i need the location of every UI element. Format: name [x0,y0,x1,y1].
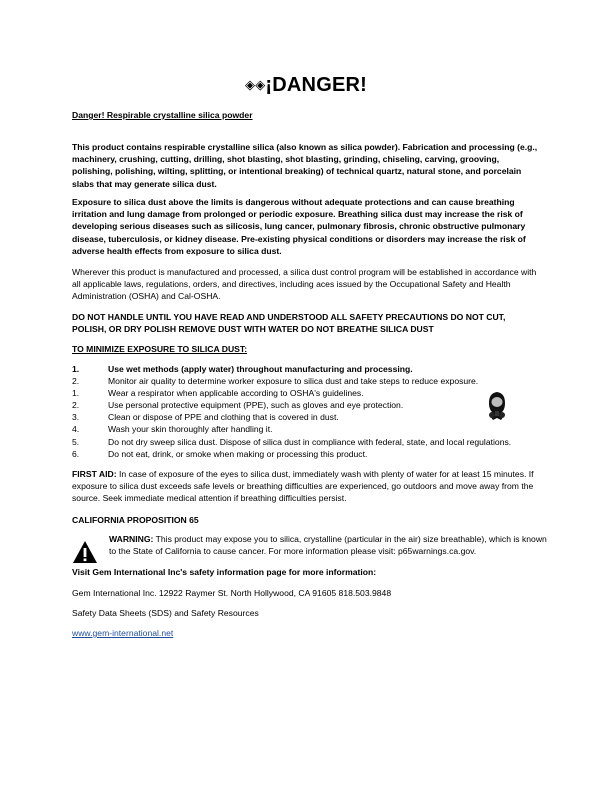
minimize-list [72,363,542,460]
list-item: 6. Do not eat, drink, or smoke when making or processing this product. [72,448,368,459]
list-item: 4. Wash your skin thoroughly after handling it. [72,424,273,435]
warning-triangle-icon [72,540,98,564]
do-not-handle-warning: DO NOT HANDLE UNTIL YOU HAVE READ AND UNDERSTOOD ALL SAFETY PRECAUTIONS DO NOT CUT, POLISH, OR DRY POLISH REMOVE DUST WITH WATER DO NOT BREATHE SILICA DUST [72,312,506,335]
program-paragraph: Wherever this product is manufactured and processed, a silica dust control program will be established in accordance with all applicable laws, regulations, orders, and directives, including aces issued by the Occupational Safety and Health Administration (OSHA) and Cal-OSHA. [72,267,537,302]
sds-resources-text: Safety Data Sheets (SDS) and Safety Resources [72,608,259,618]
list-item: 2. Use personal protective equipment (PPE), such as gloves and eye protection. [72,400,404,411]
first-aid-label: FIRST AID: [72,469,117,479]
list-item: 3. Clean or dispose of PPE and clothing that is covered in dust. [72,412,339,423]
first-aid-paragraph: FIRST AID: In case of exposure of the eyes to silica dust, immediately wash with plenty of water for at least 15 minutes. If exposure to silica dust exceeds safe levels or breathing difficulties are experienced, go outdoors and move away from the source. Seek immediate medical attention if breathing difficulties persist. [72,469,534,504]
prop65-warning-text: WARNING: This product may expose you to silica, crystalline (particular in the air) size breathable), which is known to the State of California to cause cancer. For more information please visit: p65warnings.ca.gov. [109,534,547,557]
website-link[interactable]: www.gem-international.net [72,628,174,638]
list-item: 5. Do not dry sweep silica dust. Dispose of silica dust in compliance with federal, state, and local regulations. [72,436,512,447]
company-address: Gem International Inc. 12922 Raymer St. North Hollywood, CA 91605 818.503.9848 [72,588,392,598]
list-item: 1. Wear a respirator when applicable according to OSHA's guidelines. [72,388,364,399]
visit-heading: Visit Gem International Inc's safety information page for more information: [72,567,377,577]
page-title [0,74,612,97]
respirator-mask-icon [486,391,508,423]
intro-paragraph: This product contains respirable crystalline silica (also known as silica powder). Fabrication and processing (e.g., machinery, crushing, cutting, drilling, shot blasting, shot blasting, grinding, chiseling, carving, grooving, polishing, polishing, wilting, splitting, or intentional breaking) of technical quartz, natural stone, and porcelain slabs that may generate silica dust. [72,142,538,189]
ghs-pictogram-icons: ◈◈ [245,77,266,92]
exposure-paragraph: Exposure to silica dust above the limits is dangerous without adequate protections and can cause breathing irritation and lung damage from prolonged or periodic exposure. Breathing silica dust may increase the risk of developing serious diseases such as silicosis, lung cancer, pulmonary fibrosis, chronic obstructive pulmonary disease, tuberculosis, or kidney disease. Pre-existing physical conditions or disorders may increase the risk of adverse health effects from exposure to silica dust. [72,197,526,256]
subtitle: Danger! Respirable crystalline silica powder [72,110,253,120]
danger-title: ¡DANGER! [265,74,367,96]
warning-label: WARNING: [109,534,154,544]
list-item: 2. Monitor air quality to determine worker exposure to silica dust and take steps to reduce exposure. [72,376,479,387]
list-item: 1. Use wet methods (apply water) throughout manufacturing and processing. [72,364,413,374]
minimize-heading: TO MINIMIZE EXPOSURE TO SILICA DUST: [72,344,248,354]
prop65-heading: CALIFORNIA PROPOSITION 65 [72,515,199,525]
